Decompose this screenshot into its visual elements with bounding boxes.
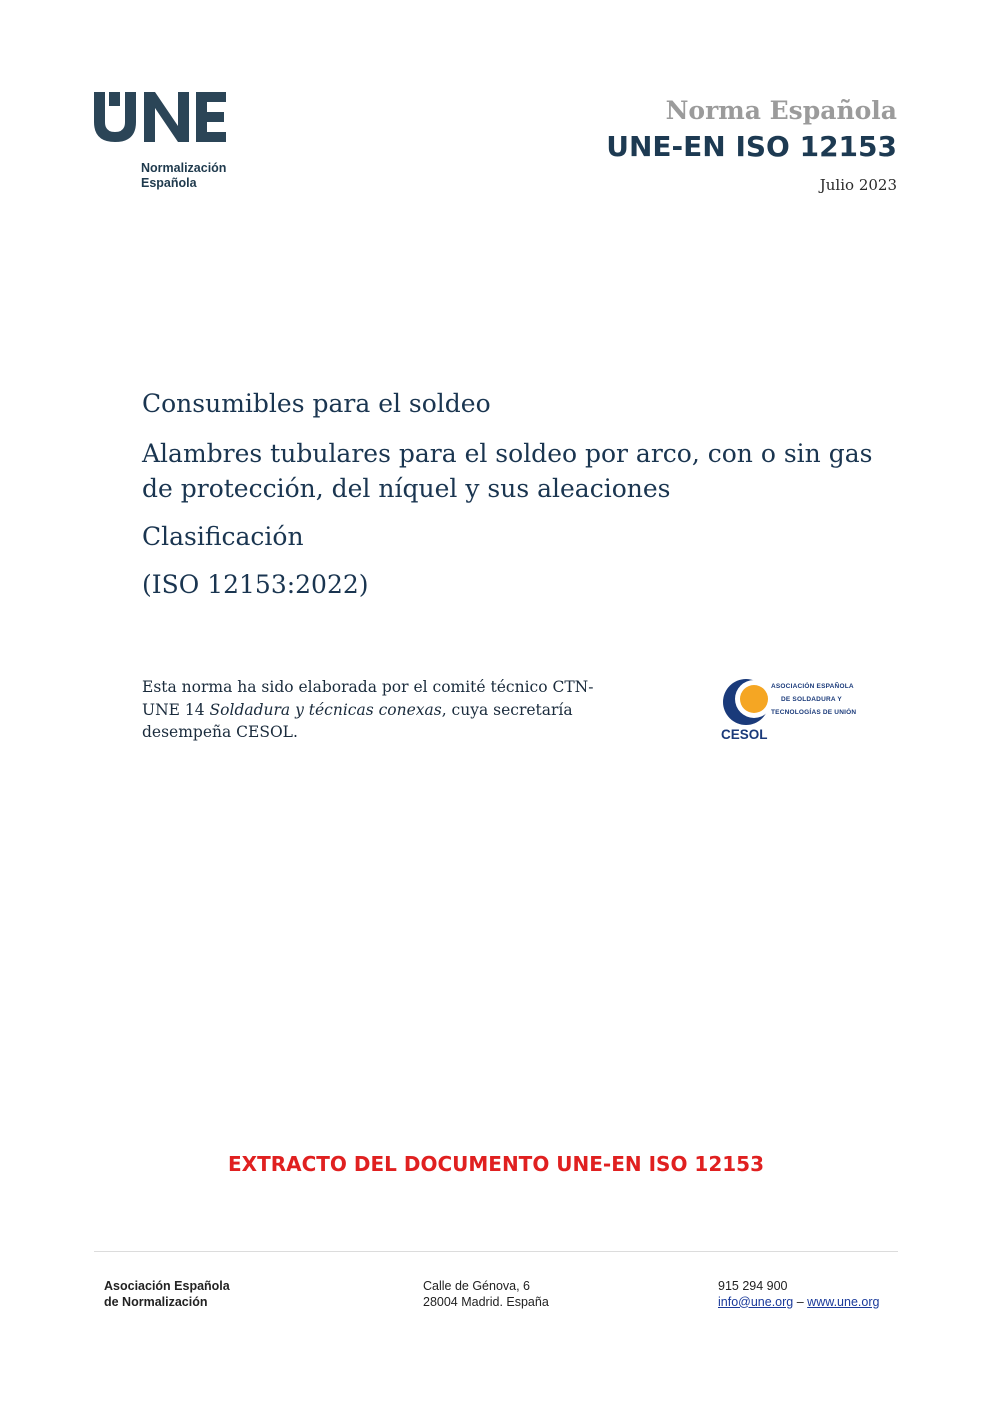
footer-org-line1: Asociación Española [104,1279,230,1293]
cesol-crescent-icon [718,675,778,731]
committee-name: Soldadura y técnicas conexas [209,700,442,719]
cesol-tagline-1: ASOCIACIÓN ESPAÑOLA [771,683,854,690]
title-line-1: Consumibles para el soldeo [142,389,491,418]
committee-statement [142,676,602,744]
footer-addr-line1: Calle de Génova, 6 [423,1279,531,1293]
committee-text-b: , cuya secretaría desempeña CESOL. [142,700,573,741]
committee-text-a: Esta norma ha sido elaborada por el comité técnico CTN-UNE 14 [142,678,594,719]
cesol-tagline-2: DE SOLDADURA Y [781,696,842,703]
footer-website-link[interactable]: www.une.org [807,1294,880,1309]
footer-organization [104,1279,230,1310]
cesol-tagline-3: TECNOLOGÍAS DE UNIÓN [771,709,857,716]
norm-code: UNE-EN ISO 12153 [606,130,897,163]
footer-phone: 915 294 900 [718,1279,788,1293]
footer-divider [94,1251,898,1252]
title-line-2: Alambres tubulares para el soldeo por arco, con o sin gas [142,439,873,468]
footer-addr-line2: 28004 Madrid. España [423,1294,549,1309]
une-logo-mark [92,88,232,148]
logo-subtitle-line1: Normalización [141,161,227,175]
footer-email-link[interactable]: info@une.org [718,1294,794,1309]
footer-contact [718,1279,879,1310]
title-line-5: (ISO 12153:2022) [142,570,369,599]
norm-date: Julio 2023 [819,176,897,194]
logo-subtitle-line2: Española [141,176,197,190]
extract-banner: EXTRACTO DEL DOCUMENTO UNE-EN ISO 12153 [228,1152,764,1176]
title-line-4: Clasificación [142,522,304,551]
footer-address [423,1279,549,1310]
cesol-wordmark: CESOL [721,727,768,742]
title-line-3: de protección, del níquel y sus aleaciones [142,474,671,503]
logo-subtitle [141,161,226,191]
norm-type: Norma Española [665,96,897,125]
footer-separator: – [796,1294,804,1309]
footer-org-line2: de Normalización [104,1294,208,1309]
